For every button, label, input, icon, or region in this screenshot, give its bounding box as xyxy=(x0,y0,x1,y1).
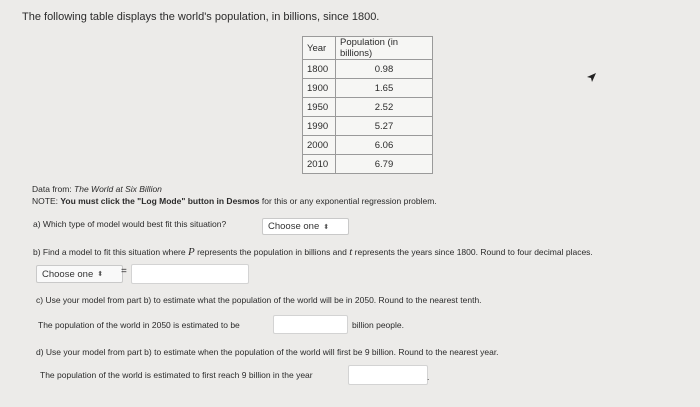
equals-sign: = xyxy=(121,266,127,277)
cell-year: 2010 xyxy=(303,155,336,174)
qb-text-3: represents the years since 1800. Round to four decimal places. xyxy=(352,247,593,257)
select-arrow-icon: ⬍ xyxy=(323,223,330,231)
year-9-billion-input[interactable] xyxy=(348,365,428,385)
question-b xyxy=(33,246,593,258)
population-2050-input[interactable] xyxy=(273,315,348,334)
answer-d-prefix: The population of the world is estimated to first reach 9 billion in the year xyxy=(40,370,313,380)
note-prefix: NOTE: xyxy=(32,196,61,206)
question-a: a) Which type of model would best fit this situation? xyxy=(33,219,227,229)
table-row xyxy=(303,155,433,174)
cell-population: 6.06 xyxy=(336,136,433,155)
cell-population: 6.79 xyxy=(336,155,433,174)
answer-c-suffix: billion people. xyxy=(352,320,404,330)
qb-text-1: b) Find a model to fit this situation where xyxy=(33,247,188,257)
cursor-arrow-icon xyxy=(585,72,597,84)
question-d: d) Use your model from part b) to estimate when the population of the world will first be 9 billion. Round to the nearest year. xyxy=(36,347,499,357)
intro-text: The following table displays the world's population, in billions, since 1800. xyxy=(22,11,380,23)
table-row xyxy=(303,79,433,98)
header-year: Year xyxy=(303,37,336,60)
table-row xyxy=(303,98,433,117)
select-value: Choose one xyxy=(42,268,94,280)
select-arrow-icon: ⬍ xyxy=(97,271,104,278)
cell-population: 1.65 xyxy=(336,79,433,98)
select-value: Choose one xyxy=(268,221,320,232)
model-type-select[interactable] xyxy=(262,218,349,235)
model-form-select[interactable] xyxy=(36,265,123,283)
table-header-row xyxy=(303,37,433,60)
cell-year: 1950 xyxy=(303,98,336,117)
question-c: c) Use your model from part b) to estimate what the population of the world will be in 2050. Round to the nearest tenth. xyxy=(36,295,482,305)
header-population: Population (in billions) xyxy=(336,37,433,60)
table-row xyxy=(303,136,433,155)
table-row xyxy=(303,117,433,136)
data-source xyxy=(32,184,162,194)
cell-population: 0.98 xyxy=(336,60,433,79)
cell-population: 5.27 xyxy=(336,117,433,136)
answer-c-prefix: The population of the world in 2050 is estimated to be xyxy=(38,320,240,330)
cell-year: 2000 xyxy=(303,136,336,155)
source-title: The World at Six Billion xyxy=(74,184,162,194)
cell-year: 1900 xyxy=(303,79,336,98)
qb-text-2: represents the population in billions and xyxy=(194,247,350,257)
cell-population: 2.52 xyxy=(336,98,433,117)
var-t: t xyxy=(349,246,353,258)
cell-year: 1990 xyxy=(303,117,336,136)
population-table xyxy=(302,36,433,174)
var-p: P xyxy=(187,246,195,258)
source-prefix: Data from: xyxy=(32,184,75,194)
model-input[interactable] xyxy=(131,264,249,284)
cell-year: 1800 xyxy=(303,60,336,79)
table-row xyxy=(303,60,433,79)
note xyxy=(32,196,437,206)
answer-d-suffix: . xyxy=(427,372,430,382)
note-suffix: for this or any exponential regression problem. xyxy=(259,196,437,206)
note-bold: You must click the "Log Mode" button in Desmos xyxy=(60,196,260,206)
